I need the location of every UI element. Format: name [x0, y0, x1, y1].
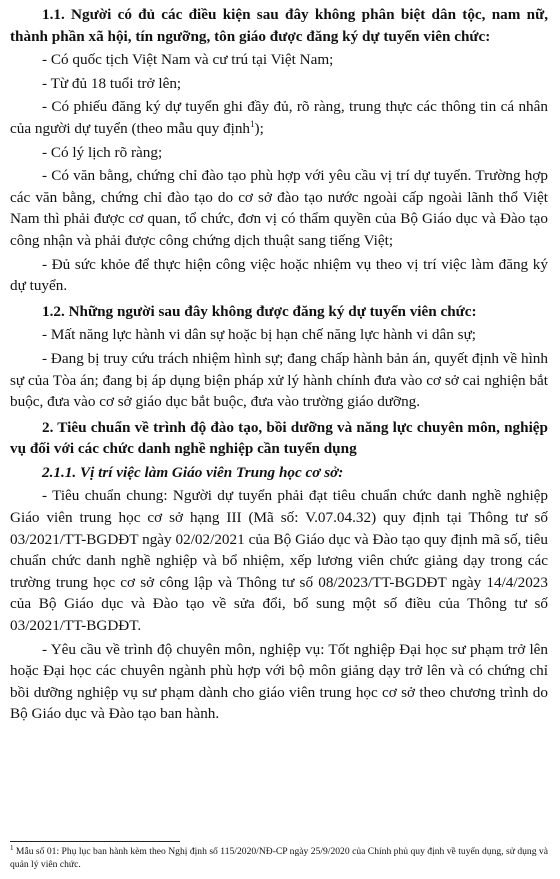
list-item: - Đang bị truy cứu trách nhiệm hình sự; đang chấp hành bản án, quyết định về hình sự của Tòa án; đang bị áp dụng biện pháp xử lý hành chính đưa vào cơ sở cai nghiện bắt buộc, đưa vào cơ sở giáo dục bắt buộc, đưa vào trường giáo dưỡng.: [10, 349, 548, 411]
footnote: [10, 843, 548, 871]
footnote-text: Mẫu số 01: Phụ lục ban hành kèm theo Nghị định số 115/2020/NĐ-CP ngày 25/9/2020 của Chính phủ quy định về tuyển dụng, sử dụng và quản lý viên chức.: [10, 846, 548, 870]
list-item: - Mất năng lực hành vi dân sự hoặc bị hạn chế năng lực hành vi dân sự;: [42, 326, 477, 344]
list-item: - Có văn bằng, chứng chỉ đào tạo phù hợp với yêu cầu vị trí dự tuyển. Trường hợp các văn bằng, chứng chỉ đào tạo do cơ sở đào tạo nước ngoài cấp ngoài lãnh thổ Việt Nam thì phải được cơ quan, tổ chức, đơn vị có thẩm quyền của Bộ Giáo dục và Đào tạo công nhận và phải được công chứng dịch thuật sang tiếng Việt;: [10, 167, 548, 249]
list-item: [10, 96, 548, 139]
list-item-text: - Có phiếu đăng ký dự tuyển ghi đầy đủ, rõ ràng, trung thực các thông tin cá nhân của người dự tuyển (theo mẫu quy định: [10, 98, 548, 137]
section-2-1-1-heading: 2.1.1. Vị trí việc làm Giáo viên Trung học cơ sở:: [42, 463, 344, 481]
list-item: - Đủ sức khỏe để thực hiện công việc hoặc nhiệm vụ theo vị trí việc làm đăng ký dự tuyển.: [10, 255, 548, 295]
section-1-1-heading: 1.1. Người có đủ các điều kiện sau đây không phân biệt dân tộc, nam nữ, thành phần xã hội, tín ngưỡng, tôn giáo được đăng ký dự tuyển viên chức:: [10, 6, 548, 45]
footnote-marker: 1: [10, 843, 14, 852]
list-item: - Có quốc tịch Việt Nam và cư trú tại Việt Nam;: [42, 51, 334, 69]
list-item: - Có lý lịch rõ ràng;: [42, 143, 163, 161]
list-item: - Yêu cầu về trình độ chuyên môn, nghiệp vụ: Tốt nghiệp Đại học sư phạm trở lên hoặc Đại học các chuyên ngành phù hợp với bộ môn giảng dạy trở lên và có chứng chỉ bồi dưỡng nghiệp vụ sư phạm dành cho giáo viên trung học cơ sở theo chương trình do Bộ Giáo dục và Đào tạo ban hành.: [10, 640, 548, 723]
list-item: - Từ đủ 18 tuổi trở lên;: [42, 74, 182, 92]
footnote-reference: 1: [250, 118, 255, 129]
footnote-divider: [10, 841, 180, 842]
list-item-text-tail: );: [254, 119, 264, 137]
section-1-2-heading: 1.2. Những người sau đây không được đăng ký dự tuyển viên chức:: [42, 302, 477, 320]
list-item: - Tiêu chuẩn chung: Người dự tuyển phải đạt tiêu chuẩn chức danh nghề nghiệp Giáo viên trung học cơ sở hạng III (Mã số: V.07.04.32) quy định tại Thông tư số 03/2021/TT-BGDĐT ngày 02/02/2021 của Bộ Giáo dục và Đào tạo quy định mã số, tiêu chuẩn chức danh nghề nghiệp và bổ nhiệm, xếp lương viên chức giảng dạy trong các trường trung học cơ sở công lập và Thông tư số 08/2023/TT-BGDĐT ngày 14/4/2023 của Bộ Giáo dục và Đào tạo về sửa đổi, bổ sung một số điều của Thông tư số 03/2021/TT-BGDĐT.: [10, 487, 548, 635]
section-2-heading: 2. Tiêu chuẩn về trình độ đào tạo, bồi dưỡng và năng lực chuyên môn, nghiệp vụ đối với các chức danh nghề nghiệp cần tuyển dụng: [10, 418, 548, 458]
